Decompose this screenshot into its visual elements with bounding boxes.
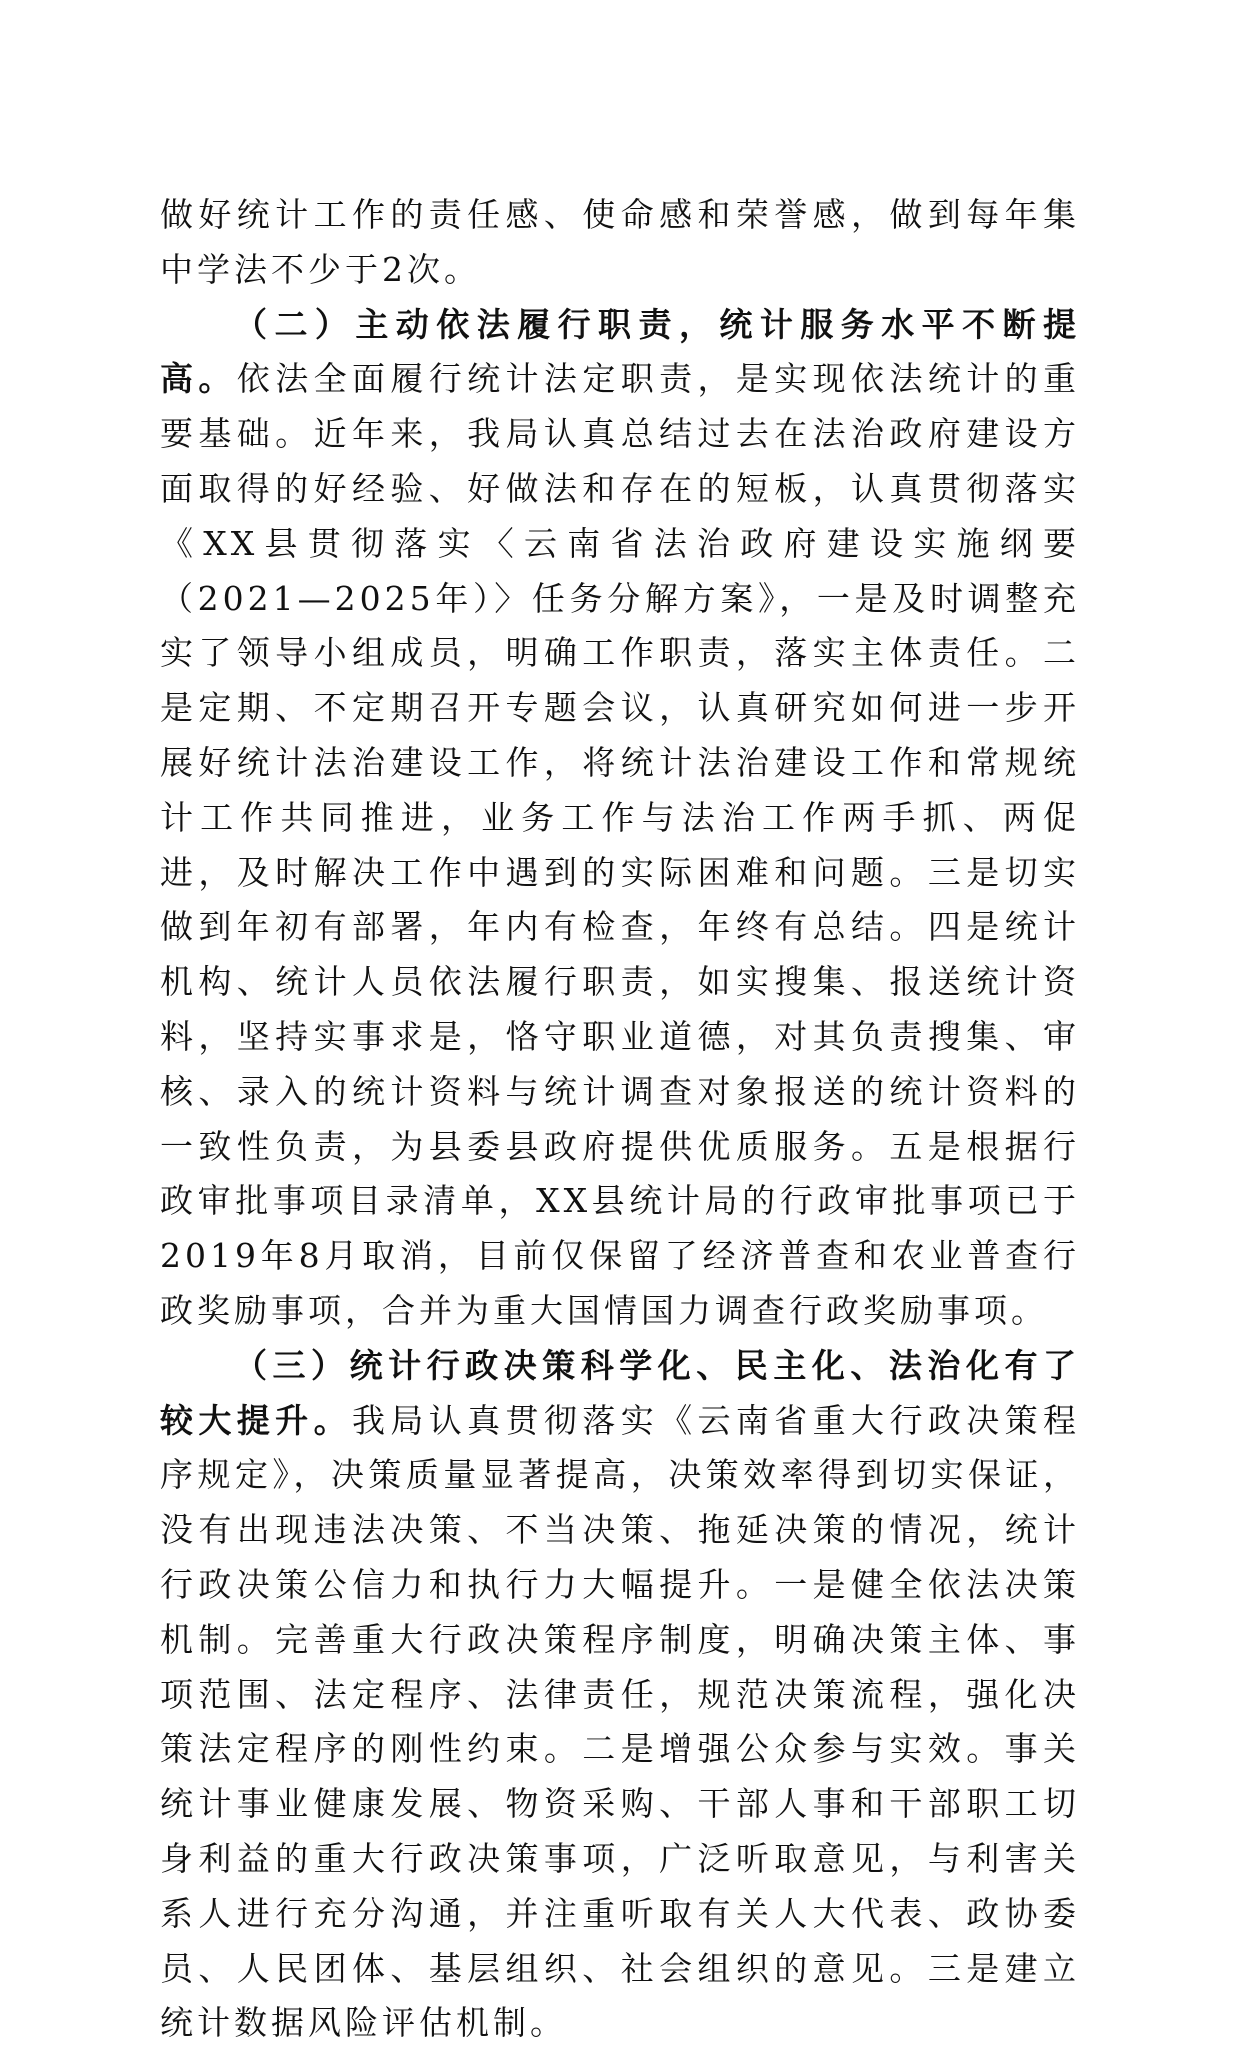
paragraph-section-2 bbox=[160, 298, 1080, 1339]
paragraph-continuation bbox=[160, 188, 1080, 298]
paragraph-section-3 bbox=[160, 1339, 1080, 2051]
section-heading-2: （二）主动依法履行职责，统计服务水平不断提高。 bbox=[160, 304, 1080, 399]
paragraph-text: 依法全面履行统计法定职责，是实现依法统计的重要基础。近年来，我局认真总结过去在法治政府建设方面取得的好经验、好做法和存在的短板，认真贯彻落实《XX县贯彻落实〈云南省法治政府建设实施纲要（2021—2025年）〉任务分解方案》，一是及时调整充实了领导小组成员，明确工作职责，落实主体责任。二是定期、不定期召开专题会议，认真研究如何进一步开展好统计法治建设工作，将统计法治建设工作和常规统计工作共同推进，业务工作与法治工作两手抓、两促进，及时解决工作中遇到的实际困难和问题。三是切实做到年初有部署，年内有检查，年终有总结。四是统计机构、统计人员依法履行职责，如实搜集、报送统计资料，坚持实事求是，恪守职业道德，对其负责搜集、审核、录入的统计资料与统计调查对象报送的统计资料的一致性负责，为县委县政府提供优质服务。五是根据行政审批事项目录清单，XX县统计局的行政审批事项已于2019年8月取消，目前仅保留了经济普查和农业普查行政奖励事项，合并为重大国情国力调查行政奖励事项。 bbox=[160, 359, 1081, 1330]
section-heading-3: （三）统计行政决策科学化、民主化、法治化有了较大提升。 bbox=[160, 1345, 1080, 1440]
paragraph-text: 做好统计工作的责任感、使命感和荣誉感，做到每年集中学法不少于2次。 bbox=[160, 195, 1080, 289]
paragraph-text: 我局认真贯彻落实《云南省重大行政决策程序规定》，决策质量显著提高，决策效率得到切实保证，没有出现违法决策、不当决策、拖延决策的情况，统计行政决策公信力和执行力大幅提升。一是健全依法决策机制。完善重大行政决策程序制度，明确决策主体、事项范围、法定程序、法律责任，规范决策流程，强化决策法定程序的刚性约束。二是增强公众参与实效。事关统计事业健康发展、物资采购、干部人事和干部职工切身利益的重大行政决策事项，广泛听取意见，与利害关系人进行充分沟通，并注重听取有关人大代表、政协委员、人民团体、基层组织、社会组织的意见。三是建立统计数据风险评估机制。 bbox=[160, 1400, 1081, 2043]
document-body bbox=[160, 188, 1080, 2051]
